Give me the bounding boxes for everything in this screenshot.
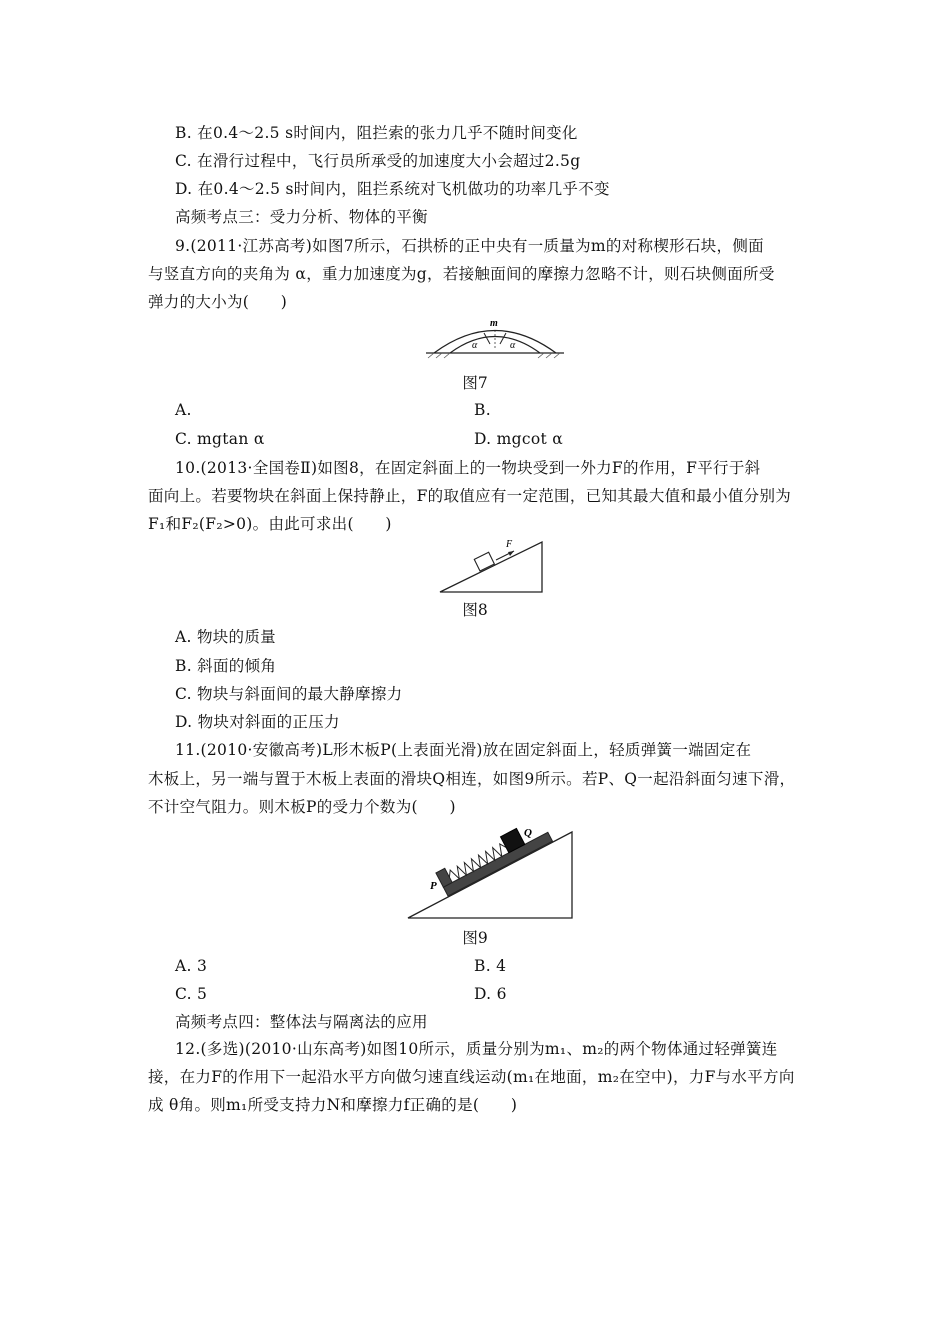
q10-text-line-2: 面向上。若要物块在斜面上保持静止，F的取值应有一定范围，已知其最大值和最小值分别为	[148, 487, 792, 505]
q8-option-c: C. 在滑行过程中，飞行员所承受的加速度大小会超过2.5g	[175, 152, 581, 170]
q10-option-b: B. 斜面的倾角	[175, 657, 277, 675]
q10-option-d: D. 物块对斜面的正压力	[175, 713, 340, 731]
q9-option-c: C. mgtan α	[175, 430, 265, 448]
figure-7-label-alpha-left: α	[472, 340, 478, 351]
q11-text-line-1: 11.(2010·安徽高考)L形木板P(上表面光滑)放在固定斜面上，轻质弹簧一端固定在	[175, 741, 752, 759]
q9-text-line-3: 弹力的大小为( )	[148, 293, 288, 311]
figure-9-caption: 图9	[462, 929, 488, 947]
section-heading-4: 高频考点四：整体法与隔离法的应用	[175, 1013, 428, 1031]
q9-option-b: B.	[474, 401, 491, 419]
q10-option-c: C. 物块与斜面间的最大静摩擦力	[175, 685, 403, 703]
figure-7-label-m: m	[490, 318, 498, 329]
q9-text-line-2: 与竖直方向的夹角为 α，重力加速度为g，若接触面间的摩擦力忽略不计，则石块侧面所受	[148, 265, 775, 283]
figure-8-incline-with-block	[438, 536, 548, 596]
q11-text-line-3: 不计空气阻力。则木板P的受力个数为( )	[148, 798, 456, 816]
q10-text-line-1: 10.(2013·全国卷Ⅱ)如图8，在固定斜面上的一物块受到一外力F的作用，F平行于斜	[175, 459, 761, 477]
figure-7-label-alpha-right: α	[510, 340, 516, 351]
figure-9-label-p: P	[430, 880, 437, 892]
q9-option-a: A.	[175, 401, 192, 419]
q9-text-line-1: 9.(2011·江苏高考)如图7所示，石拱桥的正中央有一质量为m的对称楔形石块，侧面	[175, 237, 764, 255]
figure-7-stone-arch-bridge	[420, 314, 570, 362]
q11-option-c: C. 5	[175, 985, 208, 1003]
figure-8-label-f: F	[506, 539, 513, 550]
q10-option-a: A. 物块的质量	[175, 628, 276, 646]
q12-text-line-3: 成 θ角。则m₁所受支持力N和摩擦力f正确的是( )	[148, 1096, 518, 1114]
section-heading-3: 高频考点三：受力分析、物体的平衡	[175, 208, 428, 226]
q9-option-d: D. mgcot α	[474, 430, 563, 448]
figure-8-caption: 图8	[462, 601, 488, 619]
figure-9-label-q: Q	[524, 827, 532, 839]
q11-text-line-2: 木板上，另一端与置于木板上表面的滑块Q相连，如图9所示。若P、Q一起沿斜面匀速下滑，	[148, 770, 796, 788]
q11-option-a: A. 3	[175, 957, 208, 975]
figure-7-caption: 图7	[462, 374, 488, 392]
q8-option-d: D. 在0.4～2.5 s时间内，阻拦系统对飞机做功的功率几乎不变	[175, 180, 610, 198]
figure-9-l-board-spring-block	[406, 818, 576, 922]
q12-text-line-2: 接，在力F的作用下一起沿水平方向做匀速直线运动(m₁在地面，m₂在空中)，力F与水平方向	[148, 1068, 795, 1086]
q12-text-line-1: 12.(多选)(2010·山东高考)如图10所示，质量分别为m₁、m₂的两个物体通过轻弹簧连	[175, 1040, 778, 1058]
q11-option-d: D. 6	[474, 985, 507, 1003]
q8-option-b: B. 在0.4～2.5 s时间内，阻拦索的张力几乎不随时间变化	[175, 124, 578, 142]
q10-text-line-3: F₁和F₂(F₂>0)。由此可求出( )	[148, 515, 392, 533]
q11-option-b: B. 4	[474, 957, 507, 975]
